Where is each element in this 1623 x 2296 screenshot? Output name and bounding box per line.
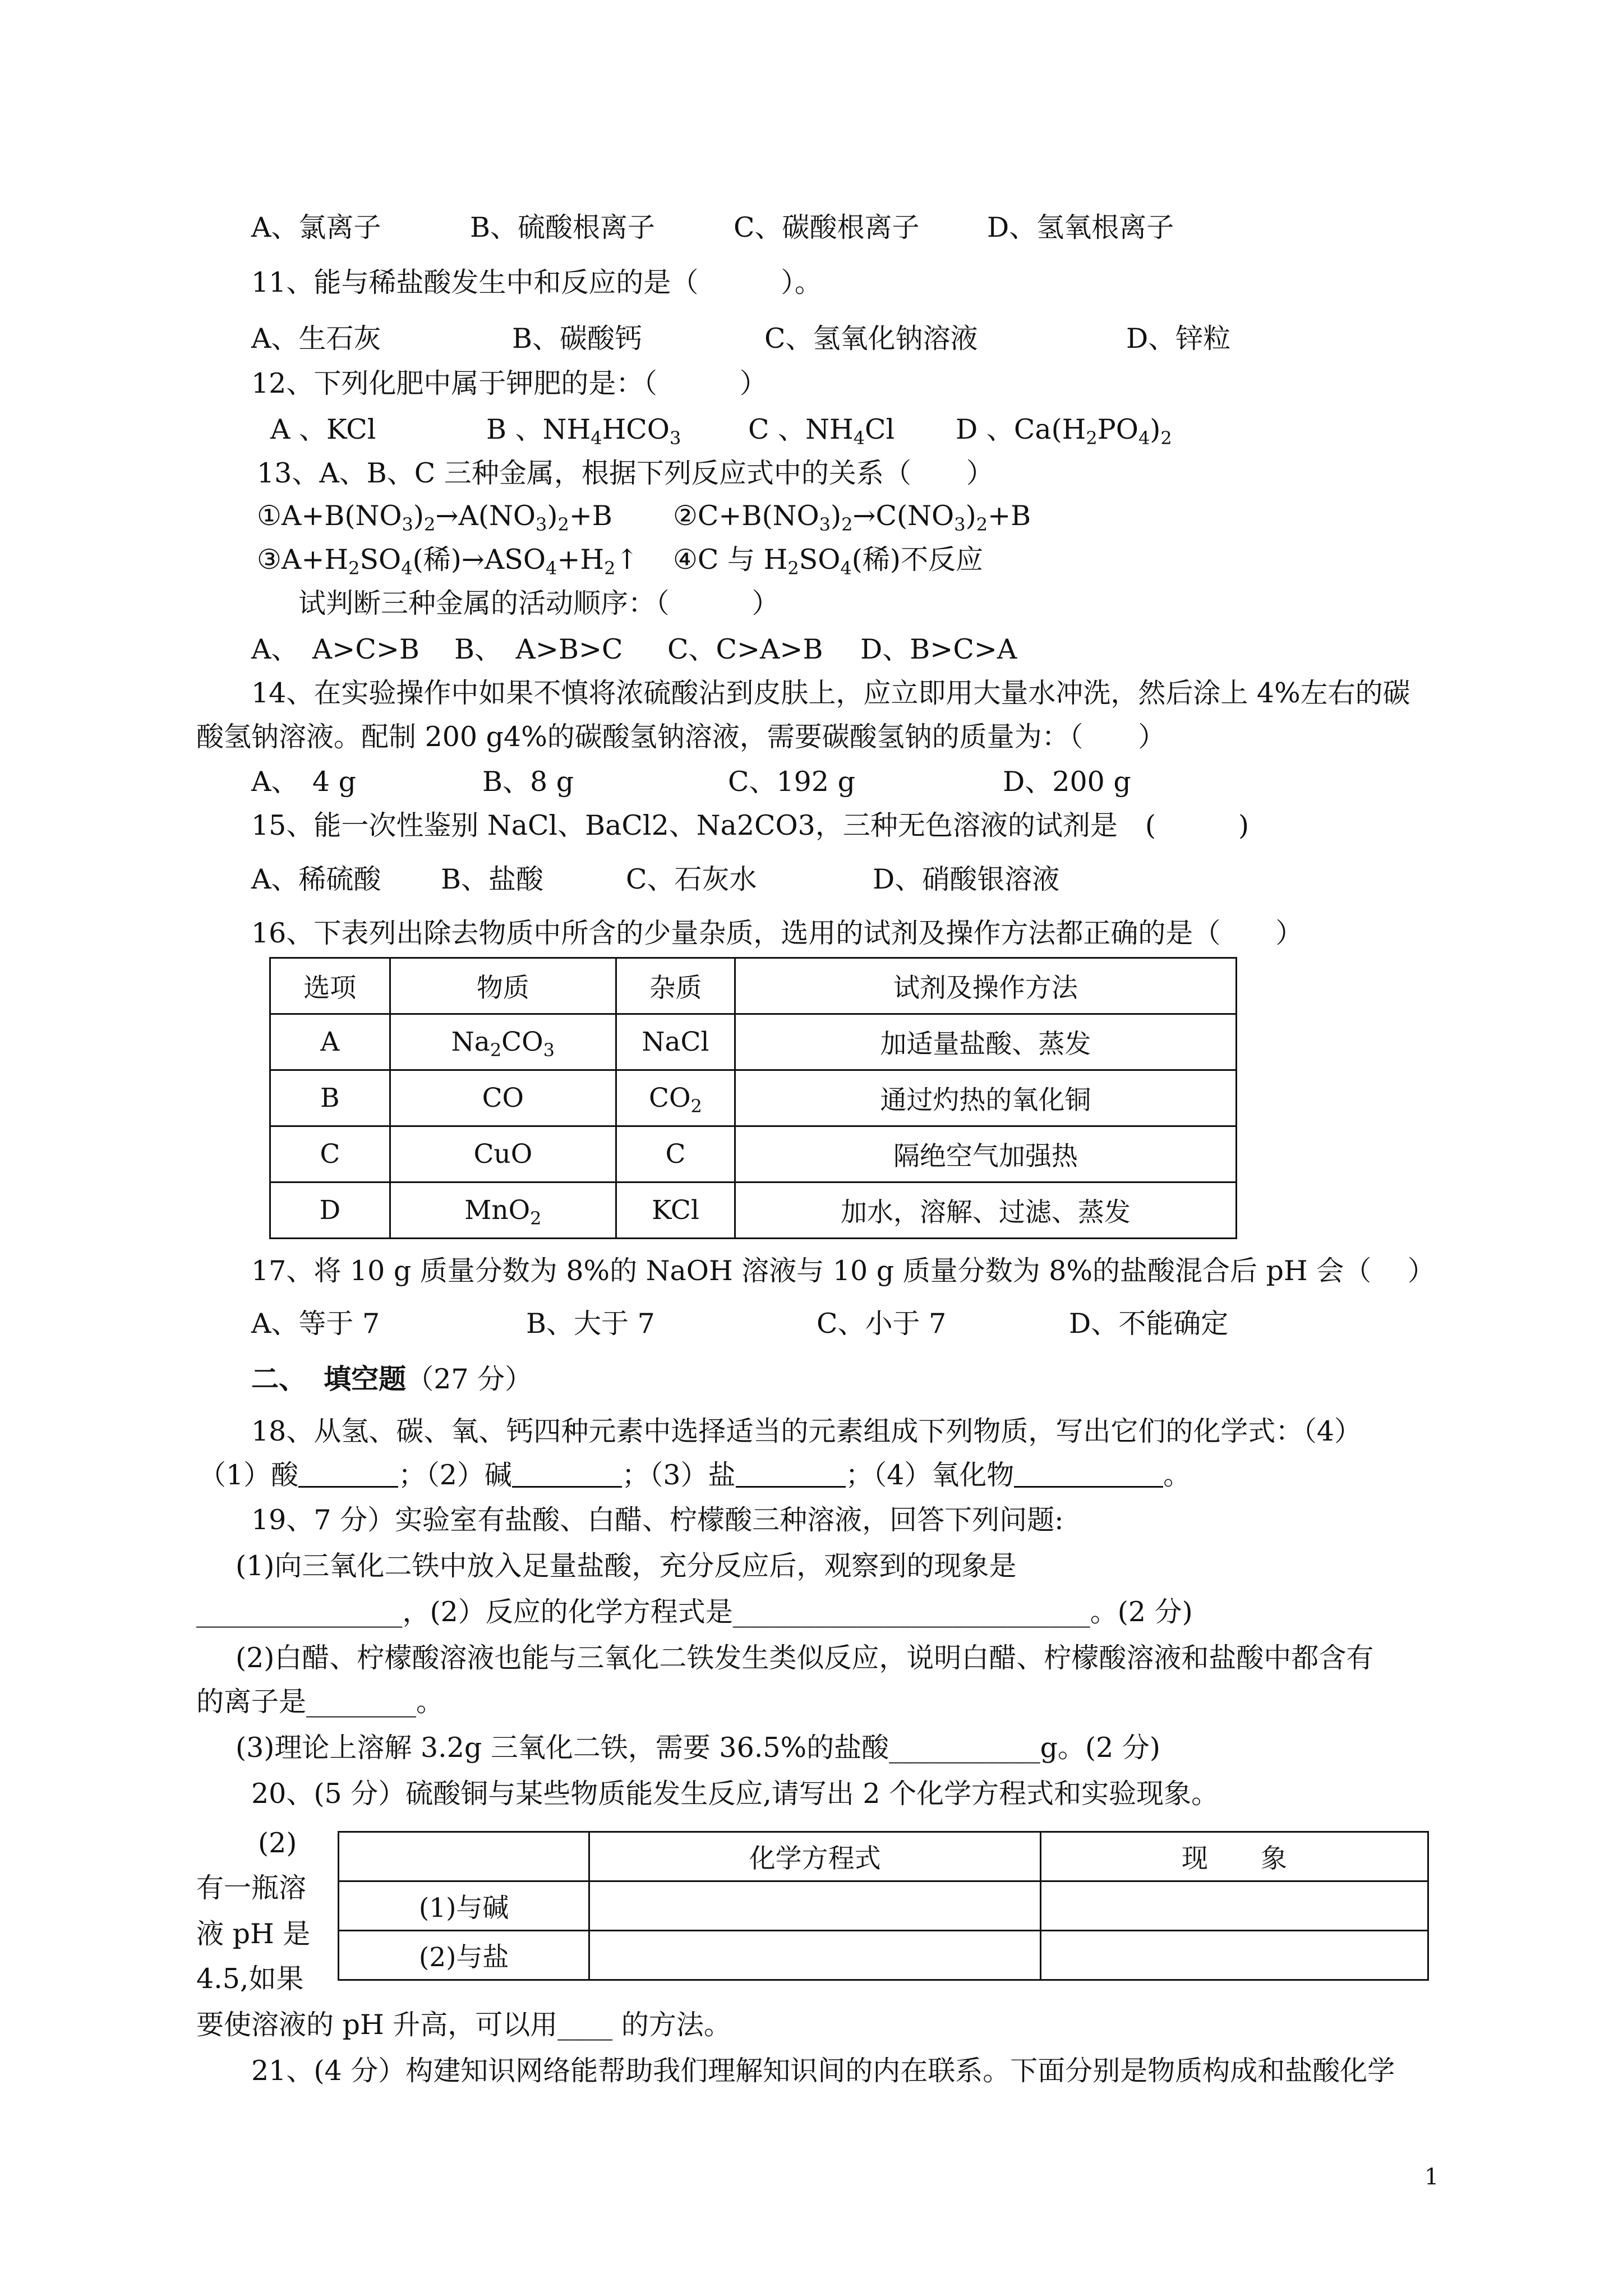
q20-equation-cell[interactable] [589,1881,1041,1931]
q16-cell: A [270,1014,390,1070]
q18-blank-base[interactable] [512,1461,622,1488]
q11-stem: 11、能与稀盐酸发生中和反应的是（ ）。 [251,266,822,298]
section-two-number: 二、 [251,1363,307,1395]
side-text-line2: 有一瓶溶 [196,1872,307,1904]
q16-cell: KCl [616,1182,735,1239]
q16-cell: B [270,1070,390,1126]
q17-stem: 17、将 10 g 质量分数为 8%的 NaOH 溶液与 10 g 质量分数为 8%的盐酸混合后 pH 会（ ） [251,1255,1435,1287]
q19-stem: 19、7 分）实验室有盐酸、白醋、柠檬酸三种溶液，回答下列问题: [251,1504,1064,1536]
q16-header: 选项 [270,958,390,1014]
table-row [270,1070,1237,1126]
q18-blank-oxide[interactable] [1014,1461,1163,1488]
q20-row-label: (1)与碱 [339,1881,589,1931]
q10-option-c: C、碳酸根离子 [734,211,920,243]
q20-phenomenon-cell[interactable] [1040,1931,1428,1980]
q13-reaction-4: ④C 与 $H_2SO_4$(稀)不反应 [673,544,984,579]
q13-reaction-1: $①A+B(NO_3)_2\to A(NO_3)_2+B$ [257,500,612,535]
side-text-line4: 4.5,如果 [196,1963,304,1995]
q13-ask: 试判断三种金属的活动顺序：（ ） [298,587,780,619]
q19-part2-line1: (2)白醋、柠檬酸溶液也能与三氧化二铁发生类似反应，说明白醋、柠檬酸溶液和盐酸中都含有 [236,1642,1374,1674]
q14-option-c: C、192 g [728,766,855,798]
q16-cell: CuO [390,1126,616,1182]
q14-stem-line1: 14、在实验操作中如果不慎将浓硫酸沾到皮肤上，应立即用大量水冲洗，然后涂上 4%左右的碳 [251,677,1410,709]
q13-option-b: B、 A>B>C [454,633,623,665]
q19-part3: (3)理论上溶解 3.2g 三氧化二铁，需要 36.5%的盐酸___________g。(2 分) [236,1732,1160,1764]
q20-header: 现 象 [1040,1832,1428,1881]
q11-option-d: D、锌粒 [1126,323,1231,355]
section-two-heading [251,1362,532,1396]
q16-cell: $CO_2$ [616,1070,735,1126]
q19-part2-line2: 的离子是________。 [196,1686,444,1718]
q18-part1-label: （1）酸 [199,1459,299,1491]
side-text-line3: 液 pH 是 [196,1918,311,1950]
q16-cell: 隔绝空气加强热 [735,1126,1236,1182]
q11-option-a: A、生石灰 [251,323,381,355]
side-text-line1: (2) [258,1827,297,1859]
table-row [339,1931,1428,1980]
q16-header: 杂质 [616,958,735,1014]
table-row [270,1014,1237,1070]
q16-cell: NaCl [616,1014,735,1070]
section-two-score: （27 分） [406,1363,533,1395]
q16-cell: CO [390,1070,616,1126]
q16-cell: C [270,1126,390,1182]
q13-option-c: C、C>A>B [667,633,823,665]
q16-header: 物质 [390,958,616,1014]
table-row [270,1182,1237,1239]
q13-reaction-2: $②C+B(NO_3)_2\to C(NO_3)_2+B$ [673,500,1031,535]
q16-cell: MnO$_2$ [390,1182,616,1239]
q12-stem: 12、下列化肥中属于钾肥的是：（ ） [251,367,767,399]
q15-option-a: A、稀硫酸 [251,863,381,895]
q15-stem: 15、能一次性鉴别 NaCl、BaCl2、Na2CO3，三种无色溶液的试剂是 ( ) [251,809,1249,841]
q13-reaction-3: $③A+H_2SO_4$(稀)$\to ASO_4+H_2↑$ [257,544,639,579]
q10-option-a: A、氯离子 [251,211,381,243]
q18-end: 。 [1163,1459,1191,1491]
q20-header-row [339,1832,1428,1881]
q16-cell: C [616,1126,735,1182]
q18-blank-salt[interactable] [736,1461,846,1488]
q21-stem: 21、(4 分）构建知识网络能帮助我们理解知识间的内在联系。下面分别是物质构成和盐酸化学 [251,2055,1395,2087]
q11-option-c: C、氢氧化钠溶液 [764,323,978,355]
q16-cell: 通过灼热的氧化铜 [735,1070,1236,1126]
q13-option-d: D、B>C>A [860,633,1017,665]
q16-cell: 加适量盐酸、蒸发 [735,1014,1236,1070]
side-text-line5: 要使溶液的 pH 升高，可以用____ 的方法。 [196,2009,731,2041]
q14-option-a: A、 4 g [251,766,357,798]
q18-blanks-line [199,1458,1191,1492]
q16-cell: D [270,1182,390,1239]
page-number: 1 [1424,2164,1439,2190]
q20-row-label: (2)与盐 [339,1931,589,1980]
q20-header [339,1832,589,1881]
q10-option-b: B、硫酸根离子 [470,211,656,243]
q17-option-c: C、小于 7 [817,1308,947,1340]
q13-stem: 13、A、B、C 三种金属，根据下列反应式中的关系（ ） [257,457,994,489]
q18-part2-label: ；（2）碱 [398,1459,512,1491]
q16-cell: 加水，溶解、过滤、蒸发 [735,1182,1236,1239]
q18-stem: 18、从氢、碳、氧、钙四种元素中选择适当的元素组成下列物质，写出它们的化学式：（4） [251,1415,1362,1447]
q16-header: 试剂及操作方法 [735,958,1236,1014]
q10-option-d: D、氢氧根离子 [987,211,1174,243]
table-row [339,1881,1428,1931]
q15-option-c: C、石灰水 [626,863,757,895]
q20-phenomenon-cell[interactable] [1040,1881,1428,1931]
q15-option-d: D、硝酸银溶液 [873,863,1060,895]
q20-header: 化学方程式 [589,1832,1041,1881]
q20-table [338,1831,1429,1981]
section-two-title: 填空题 [324,1363,407,1395]
q15-option-b: B、盐酸 [441,863,544,895]
q18-blank-acid[interactable] [298,1461,398,1488]
q16-table [269,957,1237,1239]
q11-option-b: B、碳酸钙 [512,323,643,355]
q17-option-a: A、等于 7 [251,1308,380,1340]
q16-stem: 16、下表列出除去物质中所含的少量杂质，选用的试剂及操作方法都正确的是（ ） [251,917,1303,949]
q16-header-row [270,958,1237,1014]
q19-part1-line1: (1)向三氧化二铁中放入足量盐酸，充分反应后，观察到的现象是 [236,1550,1017,1582]
q16-cell: $Na_2CO_3$ [390,1014,616,1070]
q20-equation-cell[interactable] [589,1931,1041,1980]
q14-option-b: B、8 g [482,766,574,798]
q18-part4-label: ；（4）氧化物 [845,1459,1015,1491]
q14-option-d: D、200 g [1003,766,1131,798]
q17-option-b: B、大于 7 [526,1308,655,1340]
q19-part1-line2: _______________，(2）反应的化学方程式是__________________________。(2 分) [196,1596,1193,1628]
q13-option-a: A、 A>C>B [251,633,419,665]
q18-part3-label: ；（3）盐 [621,1459,736,1491]
table-row [270,1126,1237,1182]
q17-option-d: D、不能确定 [1069,1308,1229,1340]
q14-stem-line2: 酸氢钠溶液。配制 200 g4%的碳酸氢钠溶液，需要碳酸氢钠的质量为：（ ） [196,721,1166,753]
q20-stem: 20、(5 分）硫酸铜与某些物质能发生反应,请写出 2 个化学方程式和实验现象。 [251,1778,1219,1810]
